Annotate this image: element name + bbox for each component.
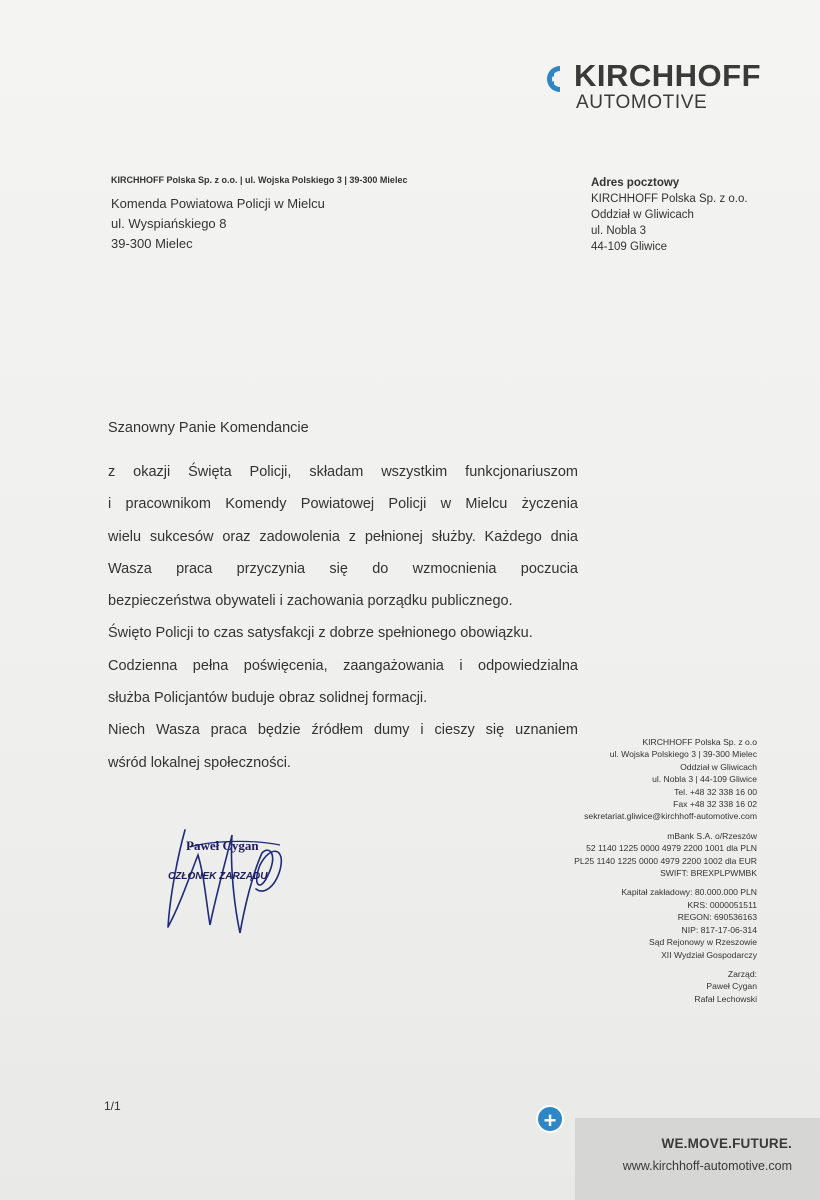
info-email: sekretariat.gliwice@kirchhoff-automotive.com [584,811,757,822]
footer-tagline: WE.MOVE.FUTURE. [661,1136,792,1151]
body-line: Wasza praca przyczynia się do wzmocnienia poczucia [108,560,578,577]
info-line: PL25 1140 1225 0000 4979 2200 1002 dla EUR [574,855,757,866]
info-line: SWIFT: BREXPLPWMBK [660,868,757,879]
info-line: ul. Wojska Polskiego 3 | 39-300 Mielec [609,749,757,760]
logo-name: KIRCHHOFF [574,58,762,93]
recipient-line: 39-300 Mielec [111,236,193,251]
plus-icon: + [536,1105,564,1133]
info-line: Paweł Cygan [706,981,757,992]
body-line: Codzienna pełna poświęcenia, zaangażowania i odpowiedzialna [108,657,578,674]
info-line: ul. Nobla 3 | 44-109 Gliwice [652,774,757,785]
body-line: Niech Wasza praca będzie źródłem dumy i cieszy się uznaniem [108,722,578,739]
info-line: Kapitał zakładowy: 80.000.000 PLN [621,887,757,898]
body-line: z okazji Święta Policji, składam wszystkim funkcjonariuszom [108,464,578,480]
info-line: KIRCHHOFF Polska Sp. z o.o [642,737,757,747]
info-line: mBank S.A. o/Rzeszów [667,830,757,841]
kirchhoff-logo-icon [540,63,570,95]
signature-role-stamp: CZŁONEK ZARZĄDU [168,871,268,882]
postal-line: ul. Nobla 3 [591,225,646,237]
info-line: NIP: 817-17-06-314 [681,924,757,935]
page-number: 1/1 [104,1099,121,1113]
company-logo [540,58,800,118]
info-line: Oddział w Gliwicach [680,761,757,772]
body-line: i pracownikom Komendy Powiatowej Policji w Mielcu życzenia [108,496,578,513]
recipient-line: Komenda Powiatowa Policji w Mielcu [111,196,325,211]
body-line: wśród lokalnej społeczności. [108,754,291,771]
company-info [574,736,757,1005]
info-line: Rafał Lechowski [694,993,757,1004]
letter-body [108,456,578,779]
body-line: wielu sukcesów oraz zadowolenia z pełnionej służby. Każdego dnia [108,528,578,545]
info-line: Sąd Rejonowy w Rzeszowie [649,937,757,948]
body-line: służba Policjantów buduje obraz solidnej formacji. [108,690,428,707]
body-line: Święto Policji to czas satysfakcji z dobrze spełnionego obowiązku. [108,625,533,642]
info-line: XII Wydział Gospodarczy [661,949,757,960]
info-line: REGON: 690536163 [677,912,757,923]
signature-name-stamp: Paweł Cygan [186,838,259,853]
info-line: Zarząd: [727,968,757,979]
info-line: 52 1140 1225 0000 4979 2200 1001 dla PLN [586,843,757,854]
postal-line: Oddział w Gliwicach [591,209,694,221]
sender-address-line: KIRCHHOFF Polska Sp. z o.o. | ul. Wojska Polskiego 3 | 39-300 Mielec [111,175,408,185]
postal-line: KIRCHHOFF Polska Sp. z o.o. [591,193,748,205]
recipient-line: ul. Wyspiańskiego 8 [111,216,227,231]
letter-greeting: Szanowny Panie Komendancie [108,420,309,436]
postal-address [591,175,748,255]
info-line: KRS: 0000051511 [687,899,757,910]
postal-line: 44-109 Gliwice [591,241,668,253]
postal-heading: Adres pocztowy [591,177,680,189]
body-line: bezpieczeństwa obywateli i zachowania porządku publicznego. [108,593,513,610]
logo-subtitle: AUTOMOTIVE [576,92,708,113]
info-line: Tel. +48 32 338 16 00 [674,786,757,797]
recipient-address [111,194,325,254]
info-line: Fax +48 32 338 16 02 [673,799,757,810]
footer-website: www.kirchhoff-automotive.com [622,1159,792,1173]
